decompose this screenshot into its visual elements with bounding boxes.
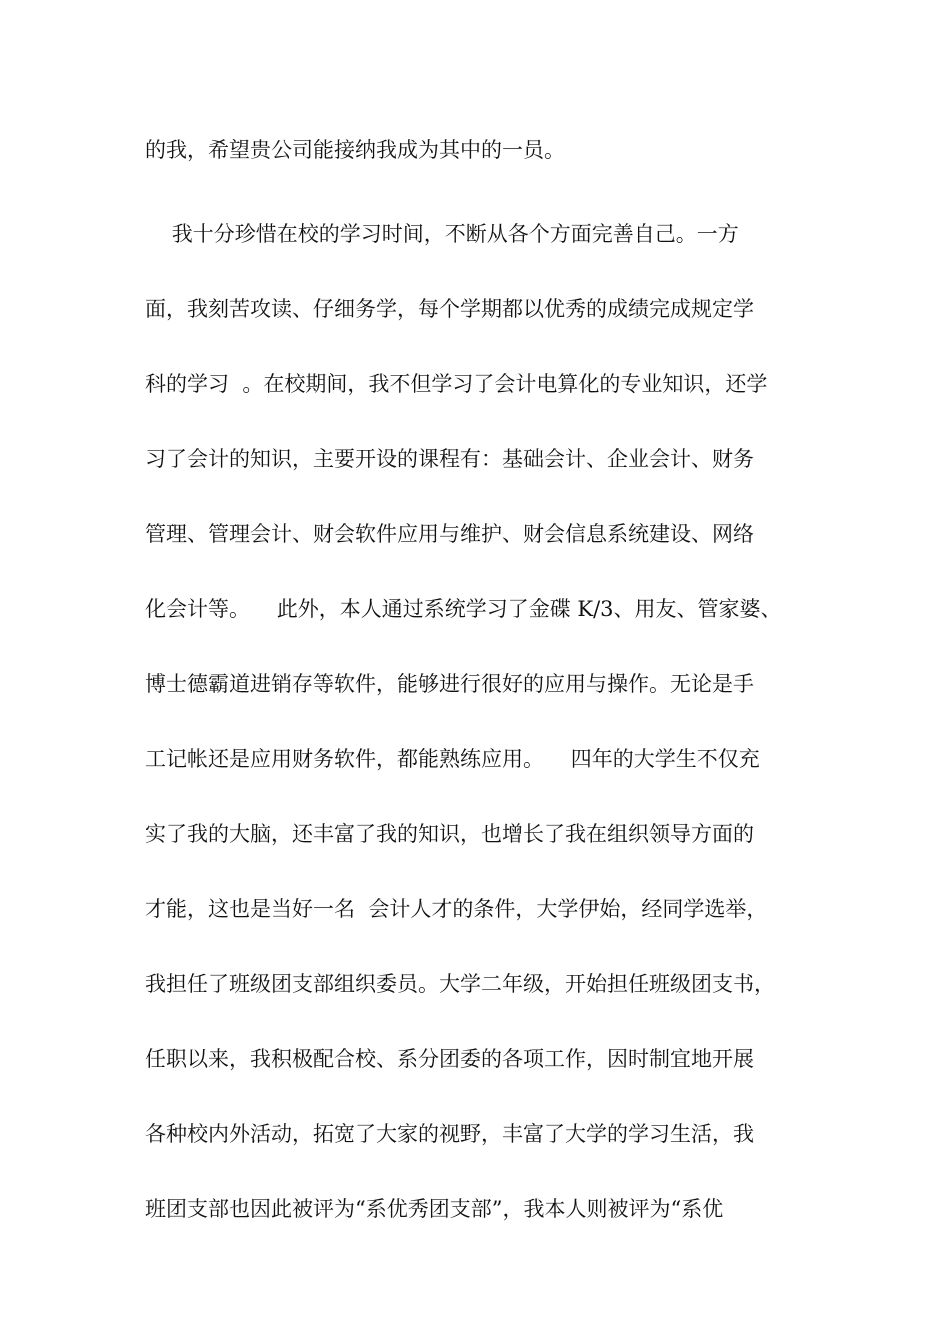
text-line: 博士德霸道进销存等软件，能够进行很好的应用与操作。无论是手: [145, 672, 754, 696]
text-line: 我担任了班级团支部组织委员。大学二年级，开始担任班级团支书，: [145, 972, 775, 996]
text-line: 任职以来，我积极配合校、系分团委的各项工作，因时制宜地开展: [145, 1047, 754, 1071]
text-line: 实了我的大脑，还丰富了我的知识，也增长了我在组织领导方面的: [145, 822, 754, 846]
text-line: 习了会计的知识，主要开设的课程有：基础会计、企业会计、财务: [145, 447, 754, 471]
text-line: 管理、管理会计、财会软件应用与维护、财会信息系统建设、网络: [145, 522, 754, 546]
text-line: 工记帐还是应用财务软件，都能熟练应用。 四年的大学生不仅充: [145, 747, 760, 771]
text-line: 的我，希望贵公司能接纳我成为其中的一员。: [145, 138, 565, 162]
text-line: 我十分珍惜在校的学习时间，不断从各个方面完善自己。一方: [145, 222, 739, 246]
body-text: [145, 128, 835, 1262]
text-line: 才能，这也是当好一名 会计人才的条件，大学伊始，经同学选举，: [145, 897, 768, 921]
text-line: 班团支部也因此被评为“系优秀团支部”，我本人则被评为“系优: [145, 1197, 724, 1221]
text-line: 化会计等。 此外，本人通过系统学习了金碟 K/3、用友、管家婆、: [145, 597, 782, 621]
text-line: 科的学习 。在校期间，我不但学习了会计电算化的专业知识，还学: [145, 372, 768, 396]
text-line: 各种校内外活动，拓宽了大家的视野，丰富了大学的学习生活，我: [145, 1122, 754, 1146]
text-line: 面，我刻苦攻读、仔细务学，每个学期都以优秀的成绩完成规定学: [145, 297, 754, 321]
